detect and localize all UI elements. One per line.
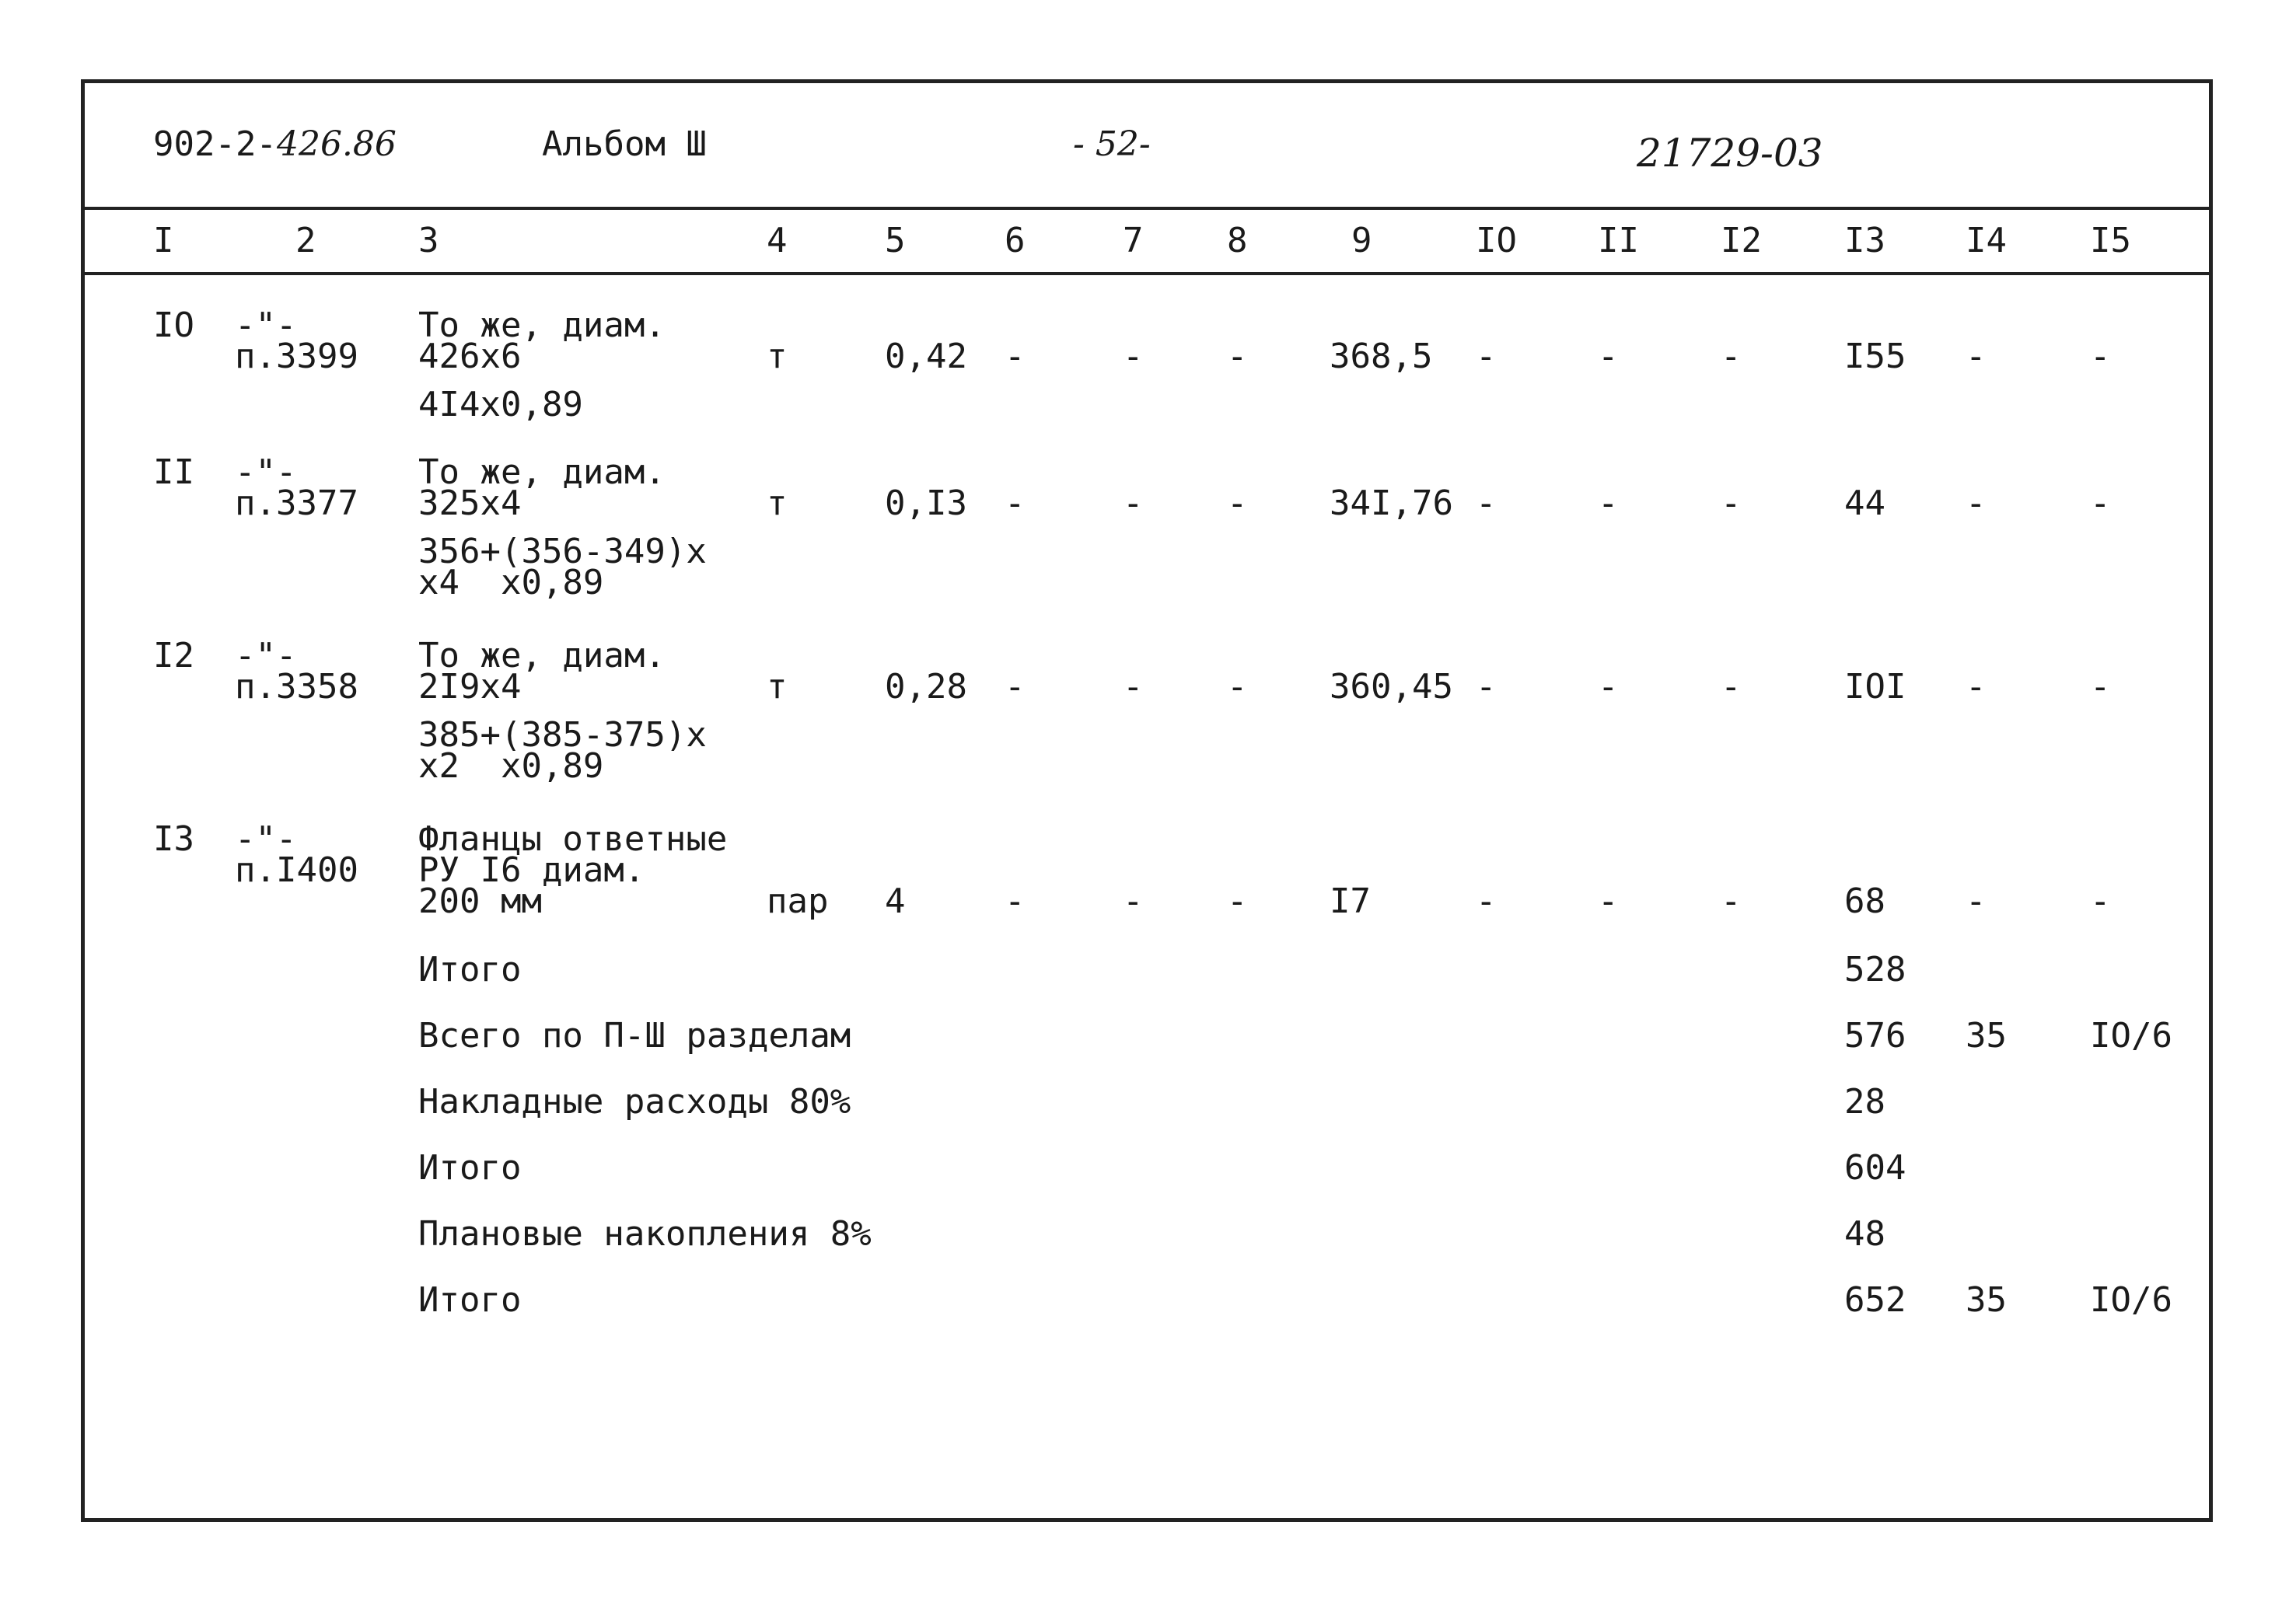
total-label: Плановые накопления 8% [418,1214,872,1254]
description-line: То же, диам. [418,636,666,675]
col8-value: - [1227,881,1248,921]
quantity: 0,42 [885,337,967,376]
col9-value: I7 [1330,881,1371,921]
col8-value: - [1227,483,1248,523]
col13-value: 68 [1844,881,1885,921]
column-number-12: I2 [1721,221,1762,260]
column-number-10: IO [1476,221,1517,260]
col7-value: - [1123,881,1144,921]
col15-value: - [2090,881,2111,921]
col6-value: - [1005,881,1026,921]
ref-item: п.3399 [235,337,358,376]
description-line: РУ I6 диам. [418,850,645,890]
description-line: 426x6 [418,337,522,376]
quantity: 4 [885,881,906,921]
ref-ditto: -"- [235,305,297,345]
total-col15: IO/6 [2090,1016,2172,1056]
col14-value: - [1966,667,1987,707]
col14-value: - [1966,483,1987,523]
unit: пар [767,881,829,921]
col14-value: - [1966,881,1987,921]
ref-item: п.3377 [235,483,358,523]
column-number-15: I5 [2090,221,2131,260]
column-number-11: II [1598,221,1639,260]
col9-value: 368,5 [1330,337,1433,376]
row-number: IO [153,305,194,345]
col15-value: - [2090,667,2111,707]
col7-value: - [1123,667,1144,707]
col10-value: - [1476,483,1497,523]
col12-value: - [1721,667,1742,707]
total-col13: 48 [1844,1214,1885,1254]
total-col14: 35 [1966,1280,2007,1320]
document-number: 21729-03 [1637,131,1823,176]
total-label: Накладные расходы 80% [418,1082,851,1122]
col14-value: - [1966,337,1987,376]
col11-value: - [1598,337,1619,376]
col10-value: - [1476,667,1497,707]
col7-value: - [1123,337,1144,376]
ref-ditto: -"- [235,819,297,859]
calc-line: x4 x0,89 [418,563,604,602]
total-label: Итого [418,950,522,989]
col13-value: I55 [1844,337,1906,376]
calc-line: 356+(356-349)x [418,532,707,571]
col9-value: 34I,76 [1330,483,1453,523]
col12-value: - [1721,337,1742,376]
calc-line: 4I4x0,89 [418,385,583,424]
total-label: Всего по П-Ш разделам [418,1016,851,1056]
column-number-2: 2 [295,221,316,260]
description-line: То же, диам. [418,452,666,492]
project-code-handwritten: 426.86 [276,124,397,164]
col12-value: - [1721,881,1742,921]
column-number-8: 8 [1227,221,1248,260]
project-code [153,124,397,164]
total-col13: 652 [1844,1280,1906,1320]
column-number-13: I3 [1844,221,1885,260]
total-col14: 35 [1966,1016,2007,1056]
calc-line: 385+(385-375)x [418,715,707,755]
unit: т [767,337,788,376]
column-number-7: 7 [1123,221,1144,260]
col8-value: - [1227,667,1248,707]
col11-value: - [1598,483,1619,523]
col11-value: - [1598,881,1619,921]
page-number: - 52- [1073,124,1151,164]
col6-value: - [1005,667,1026,707]
ref-item: п.I400 [235,850,358,890]
column-number-5: 5 [885,221,906,260]
unit: т [767,483,788,523]
total-label: Итого [418,1280,522,1320]
quantity: 0,I3 [885,483,967,523]
total-label: Итого [418,1148,522,1188]
col10-value: - [1476,881,1497,921]
col11-value: - [1598,667,1619,707]
column-header-rule [81,272,2213,275]
unit: т [767,667,788,707]
calc-line: x2 x0,89 [418,746,604,786]
total-col15: IO/6 [2090,1280,2172,1320]
col13-value: IOI [1844,667,1906,707]
column-number-9: 9 [1351,221,1372,260]
row-number: II [153,452,194,492]
column-number-6: 6 [1005,221,1026,260]
total-col13: 28 [1844,1082,1885,1122]
description-line: 325x4 [418,483,522,523]
album-label: Альбом Ш [542,124,707,164]
col15-value: - [2090,483,2111,523]
total-col13: 576 [1844,1016,1906,1056]
col9-value: 360,45 [1330,667,1453,707]
column-number-4: 4 [767,221,788,260]
ref-ditto: -"- [235,636,297,675]
description-line: 200 мм [418,881,542,921]
total-col13: 528 [1844,950,1906,989]
col6-value: - [1005,483,1026,523]
col7-value: - [1123,483,1144,523]
row-number: I3 [153,819,194,859]
project-code-prefix: 902-2- [153,124,277,164]
column-number-14: I4 [1966,221,2007,260]
description-line: 2I9x4 [418,667,522,707]
description-line: То же, диам. [418,305,666,345]
col15-value: - [2090,337,2111,376]
row-number: I2 [153,636,194,675]
column-number-3: 3 [418,221,439,260]
header-rule [81,207,2213,210]
ref-ditto: -"- [235,452,297,492]
col10-value: - [1476,337,1497,376]
column-number-1: I [153,221,174,260]
col13-value: 44 [1844,483,1885,523]
col12-value: - [1721,483,1742,523]
quantity: 0,28 [885,667,967,707]
col8-value: - [1227,337,1248,376]
ref-item: п.3358 [235,667,358,707]
description-line: Фланцы ответные [418,819,728,859]
total-col13: 604 [1844,1148,1906,1188]
col6-value: - [1005,337,1026,376]
